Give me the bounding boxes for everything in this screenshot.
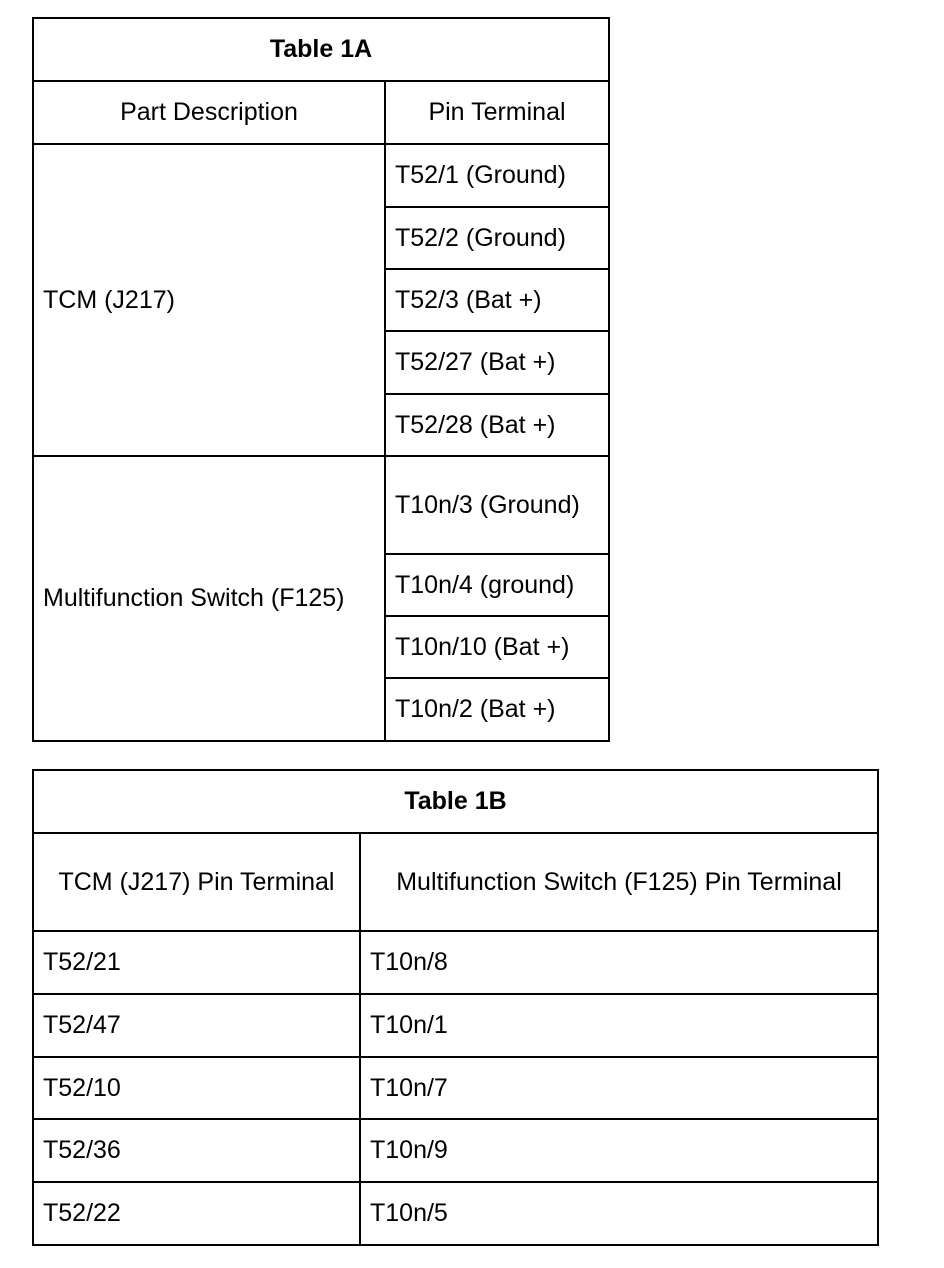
table-row xyxy=(33,1119,878,1182)
pin-terminal-cell: T10n/4 (ground) xyxy=(385,554,609,616)
switch-pin-cell: T10n/1 xyxy=(360,994,878,1057)
pin-terminal-cell: T10n/2 (Bat +) xyxy=(385,678,609,741)
column-header-pin-terminal: Pin Terminal xyxy=(385,81,609,144)
table-row xyxy=(33,1182,878,1245)
table-row xyxy=(33,1057,878,1119)
switch-pin-cell: T10n/8 xyxy=(360,931,878,994)
tcm-pin-cell: T52/36 xyxy=(33,1119,360,1182)
tcm-pin-cell: T52/21 xyxy=(33,931,360,994)
pin-terminal-cell: T10n/3 (Ground) xyxy=(385,456,609,554)
column-header-part-description: Part Description xyxy=(33,81,385,144)
pin-terminal-cell: T52/28 (Bat +) xyxy=(385,394,609,456)
tcm-pin-cell: T52/47 xyxy=(33,994,360,1057)
table-row xyxy=(33,931,878,994)
column-header-tcm-pin-terminal: TCM (J217) Pin Terminal xyxy=(33,833,360,931)
pin-terminal-cell: T10n/10 (Bat +) xyxy=(385,616,609,678)
pin-terminal-cell: T52/2 (Ground) xyxy=(385,207,609,269)
pin-terminal-cell: T52/1 (Ground) xyxy=(385,144,609,207)
tcm-pin-cell: T52/10 xyxy=(33,1057,360,1119)
switch-pin-cell: T10n/7 xyxy=(360,1057,878,1119)
table-row xyxy=(33,994,878,1057)
pin-terminal-cell: T52/27 (Bat +) xyxy=(385,331,609,394)
switch-pin-cell: T10n/9 xyxy=(360,1119,878,1182)
table-1b-title: Table 1B xyxy=(33,770,878,833)
table-1a xyxy=(32,17,610,742)
part-description-cell: TCM (J217) xyxy=(33,144,385,456)
part-description-cell: Multifunction Switch (F125) xyxy=(33,456,385,741)
table-1b xyxy=(32,769,879,1246)
pin-terminal-cell: T52/3 (Bat +) xyxy=(385,269,609,331)
tcm-pin-cell: T52/22 xyxy=(33,1182,360,1245)
table-1a-title: Table 1A xyxy=(33,18,609,81)
column-header-multifunction-switch-pin-terminal: Multifunction Switch (F125) Pin Terminal xyxy=(360,833,878,931)
switch-pin-cell: T10n/5 xyxy=(360,1182,878,1245)
